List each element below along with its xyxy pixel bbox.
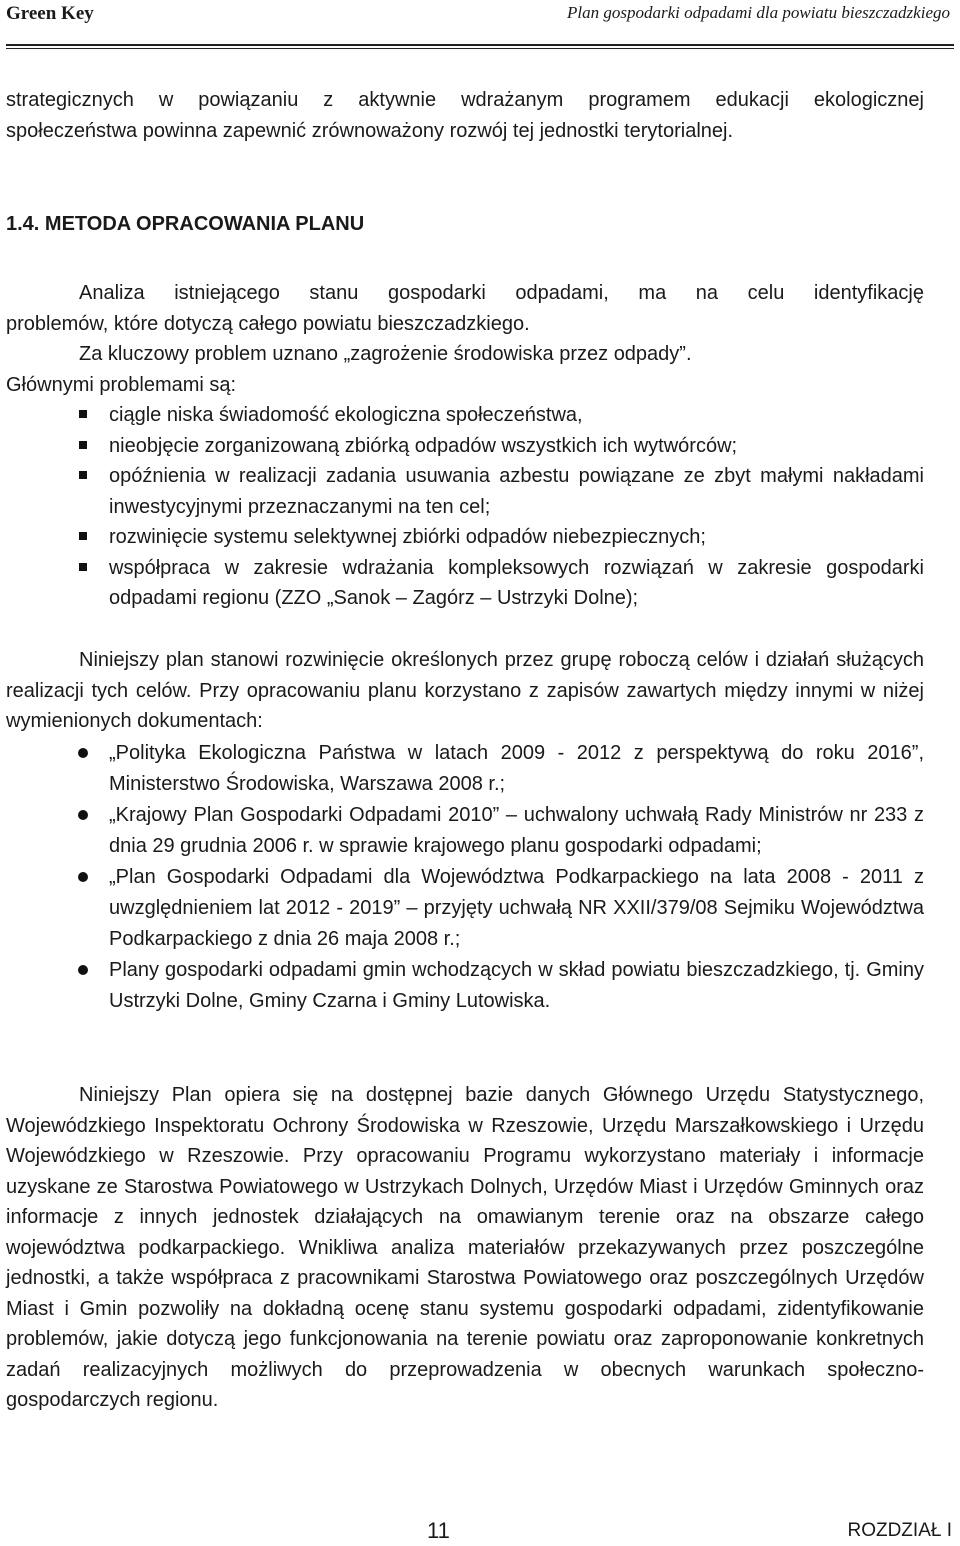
closing-paragraph: Niniejszy Plan opiera się na dostępnej bazie danych Głównego Urzędu Statystycznego, Wojewódzkiego Inspektoratu Ochrony Środowiska w Rzeszowie, Urzędu Marszałkowskiego i Urzędu Wojewódzkiego w Rzeszowie. Przy opracowaniu Programu wykorzystano materiały i informacje uzyskane ze Starostwa Powiatowego w Ustrzykach Dolnych, Urzędów Miast i Urzędów Gminnych oraz informacje z innych jednostek działających na omawianym terenie oraz na obszarze całego województwa podkarpackiego. Wnikliwa analiza materiałów przekazywanych przez poszczególne jednostki, a także współpraca z pracownikami Starostwa Powiatowego oraz poszczególnych Urzędów Miast i Gmin pozwoliły na dokładną ocenę stanu systemu gospodarki odpadami, zidentyfikowanie problemów, jakie dotyczą jego funkcjonowania na terenie powiatu oraz zaproponowanie konkretnych zadań realizacyjnych możliwych do przeprowadzenia w obecnych warunkach społeczno-gospodarczych regionu. <box>6 1084 924 1411</box>
round-bullet-icon <box>78 810 88 820</box>
list-item <box>76 800 924 862</box>
header-rule-thin <box>6 48 954 49</box>
problem-text: opóźnienia w realizacji zadania usuwania azbestu powiązane ze zbyt małymi nakładami inwestycyjnymi przeznaczanymi na ten cel; <box>109 465 924 518</box>
intro-line-2: społeczeństwa powinna zapewnić zrównoważony rozwój tej jednostki terytorialnej. <box>6 119 734 142</box>
list-item <box>76 461 924 522</box>
document-text: „Krajowy Plan Gospodarki Odpadami 2010” – uchwalony uchwałą Rady Ministrów nr 233 z dnia 29 grudnia 2006 r. w sprawie krajowego planu gospodarki odpadami; <box>109 804 924 857</box>
round-bullet-icon <box>78 965 88 975</box>
analysis-line-4: Głównymi problemami są: <box>6 373 237 396</box>
analysis-line-3: Za kluczowy problem uznano „zagrożenie środowiska przez odpady”. <box>79 343 692 365</box>
square-bullet-icon <box>79 563 87 571</box>
header-document-title: Plan gospodarki odpadami dla powiatu bieszczadzkiego <box>567 3 950 22</box>
intro-line-1: strategicznych w powiązaniu z aktywnie wdrażanym programem edukacji ekologicznej <box>6 89 924 111</box>
square-bullet-icon <box>79 532 87 540</box>
square-bullet-icon <box>79 410 87 418</box>
list-item <box>76 522 924 553</box>
header-company: Green Key <box>6 3 94 24</box>
list-item <box>76 431 924 462</box>
analysis-paragraph <box>6 278 924 400</box>
list-item <box>76 553 924 614</box>
page-header <box>6 0 954 32</box>
problem-text: ciągle niska świadomość ekologiczna społeczeństwa, <box>109 404 583 426</box>
list-item <box>76 862 924 955</box>
documents-list <box>76 738 924 1017</box>
chapter-label: ROZDZIAŁ I <box>847 1520 952 1541</box>
problems-list <box>76 400 924 614</box>
round-bullet-icon <box>78 872 88 882</box>
header-rule-thick <box>6 44 954 46</box>
document-text: Plany gospodarki odpadami gmin wchodzących w skład powiatu bieszczadzkiego, tj. Gminy Ustrzyki Dolne, Gminy Czarna i Gminy Lutowiska. <box>109 959 924 1012</box>
analysis-line-1: Analiza istniejącego stanu gospodarki odpadami, ma na celu identyfikację <box>79 282 924 304</box>
round-bullet-icon <box>78 748 88 758</box>
problem-text: nieobjęcie zorganizowaną zbiórką odpadów wszystkich ich wytwórców; <box>109 434 738 457</box>
analysis-line-2: problemów, które dotyczą całego powiatu bieszczadzkiego. <box>6 312 530 335</box>
document-text: „Plan Gospodarki Odpadami dla Województwa Podkarpackiego na lata 2008 - 2011 z uwzględnieniem lat 2012 - 2019” – przyjęty uchwałą NR XXII/379/08 Sejmiku Województwa Podkarpackiego z dnia 26 maja 2008 r.; <box>109 866 924 950</box>
section-heading: 1.4. METODA OPRACOWANIA PLANU <box>6 213 365 235</box>
document-text: „Polityka Ekologiczna Państwa w latach 2009 - 2012 z perspektywą do roku 2016”, Ministerstwo Środowiska, Warszawa 2008 r.; <box>109 742 924 795</box>
list-item <box>76 955 924 1017</box>
intro-paragraph <box>6 85 924 146</box>
square-bullet-icon <box>79 471 87 479</box>
square-bullet-icon <box>79 441 87 449</box>
page-number: 11 <box>427 1518 450 1543</box>
list-item <box>76 738 924 800</box>
problem-text: rozwinięcie systemu selektywnej zbiórki odpadów niebezpiecznych; <box>109 526 706 548</box>
list-item <box>76 400 924 431</box>
plan-paragraph: Niniejszy plan stanowi rozwinięcie określonych przez grupę roboczą celów i działań służących realizacji tych celów. Przy opracowaniu planu korzystano z zapisów zawartych między innymi w niżej wymienionych dokumentach: <box>6 649 924 732</box>
problem-text: współpraca w zakresie wdrażania kompleksowych rozwiązań w zakresie gospodarki odpadami regionu (ZZO „Sanok – Zagórz – Ustrzyki Dolne); <box>109 556 924 609</box>
